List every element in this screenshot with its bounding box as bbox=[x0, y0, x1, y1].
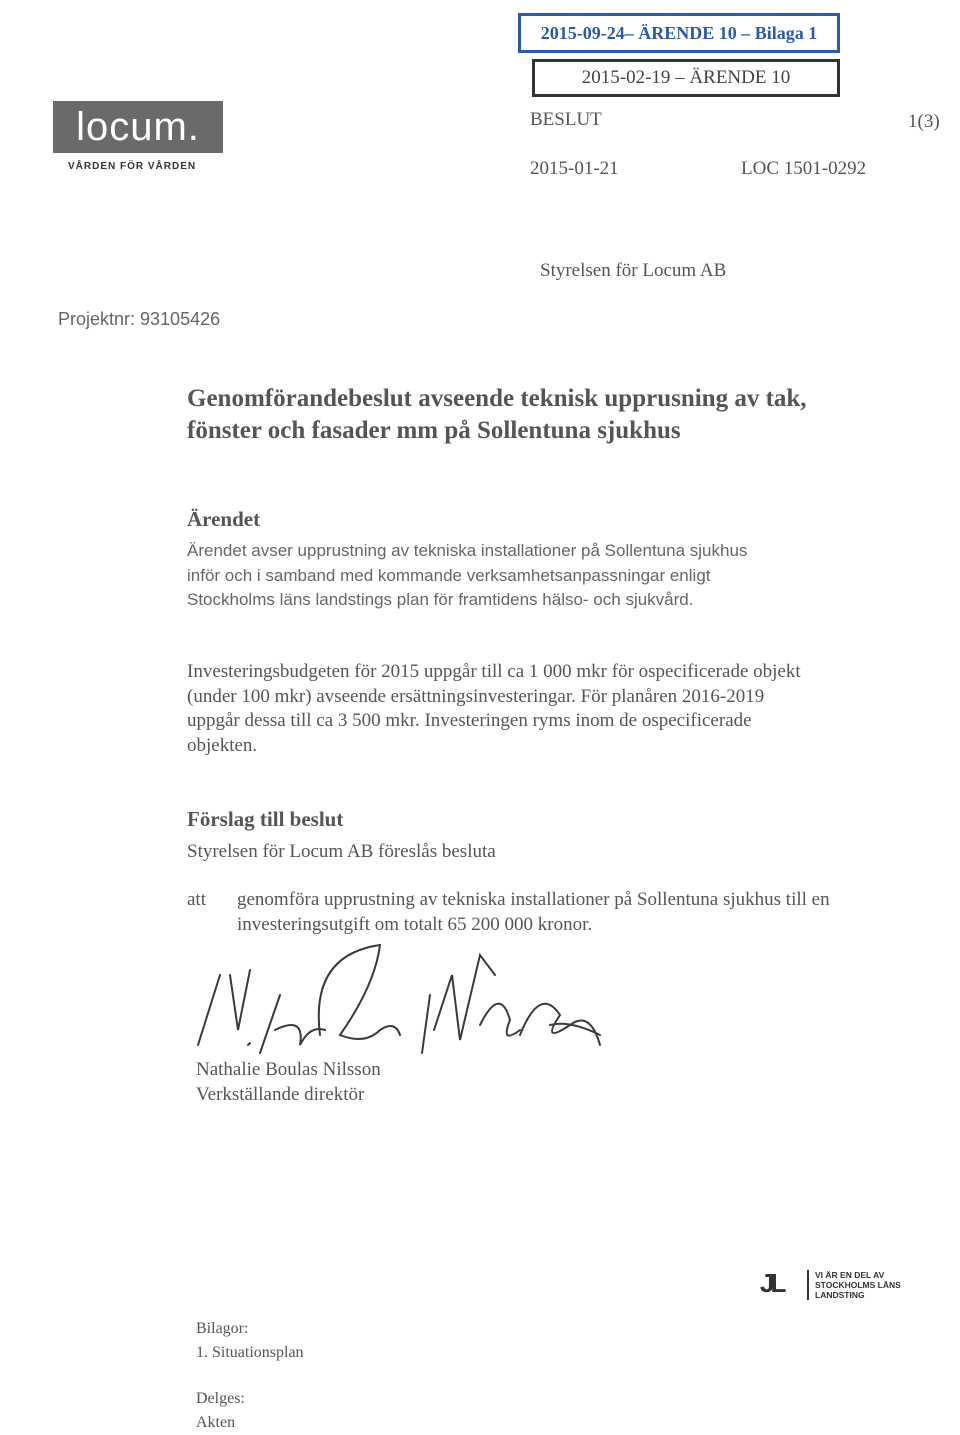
delges-item-1: Akten bbox=[196, 1414, 236, 1431]
sll-logo bbox=[760, 1268, 901, 1300]
bilagor-item-1: 1. Situationsplan bbox=[196, 1344, 304, 1361]
arendet-paragraph-1: Ärendet avser upprustning av tekniska installationer på Sollentuna sjukhus inför och i samband med kommande verksamhetsanpassningar enligt Stockholms läns landstings plan för framtidens hälso- och sjukvård. bbox=[187, 541, 748, 609]
page-number: 1(3) bbox=[908, 111, 940, 132]
signer-name: Nathalie Boulas Nilsson bbox=[196, 1059, 381, 1080]
decision-text: genomföra upprustning av tekniska installationer på Sollentuna sjukhus till en investeringsutgift om totalt 65 200 000 kronor. bbox=[237, 889, 830, 935]
handwritten-signature bbox=[190, 935, 610, 1055]
section-heading-arendet: Ärendet bbox=[187, 507, 261, 531]
recipient: Styrelsen för Locum AB bbox=[540, 260, 727, 281]
stamp-primary: 2015-09-24– ÄRENDE 10 – Bilaga 1 bbox=[518, 13, 840, 53]
section-heading-forslag: Förslag till beslut bbox=[187, 807, 344, 831]
doc-type: BESLUT bbox=[530, 109, 602, 130]
sll-mark: JL bbox=[760, 1268, 783, 1298]
stamp-secondary: 2015-02-19 – ÄRENDE 10 bbox=[532, 59, 840, 97]
project-number: Projektnr: 93105426 bbox=[58, 309, 221, 329]
forslag-intro: Styrelsen för Locum AB föreslås besluta bbox=[187, 841, 496, 862]
sll-text: VI ÄR EN DEL AV STOCKHOLMS LÄNS LANDSTING bbox=[807, 1270, 925, 1300]
signer-role: Verkställande direktör bbox=[196, 1084, 365, 1105]
doc-date: 2015-01-21 bbox=[530, 158, 619, 179]
doc-reference: LOC 1501-0292 bbox=[741, 158, 867, 179]
arendet-paragraph-2: Investeringsbudgeten för 2015 uppgår till ca 1 000 mkr för ospecificerade objekt (under 100 mkr) avseende ersättningsinvesteringar. För planåren 2016-2019 uppgår dessa till ca 3 500 mkr. Investeringen ryms inom de ospecificerade objekten. bbox=[187, 661, 801, 756]
att-label: att bbox=[187, 889, 206, 910]
page-title: Genomförandebeslut avseende teknisk upprusning av tak, fönster och fasader mm på Sollentuna sjukhus bbox=[187, 385, 807, 444]
locum-logo: locum. bbox=[53, 101, 223, 153]
bilagor-heading: Bilagor: bbox=[196, 1320, 249, 1337]
logo-tagline: VÅRDEN FÖR VÅRDEN bbox=[68, 161, 197, 172]
delges-heading: Delges: bbox=[196, 1390, 245, 1407]
